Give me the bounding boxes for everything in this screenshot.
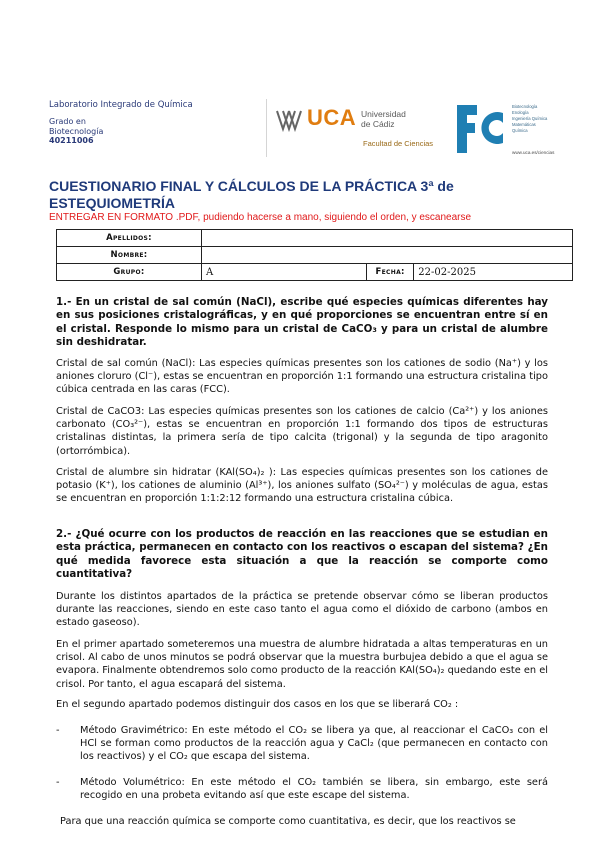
answer-2-para-3: En el segundo apartado podemos distinguir dos casos en los que se liberará CO₂ : xyxy=(56,699,459,710)
lab-name: Laboratorio Integrado de Química xyxy=(49,100,193,110)
uca-emblem-icon xyxy=(275,107,305,133)
question-2: 2.- ¿Qué ocurre con los productos de reacción en las reacciones que se estudian en esta práctica, permanecen en contacto con los reactivos o escapan del sistema? ¿En qué medida favorece esta situación a que la reacción se comporte como cuantitativa? xyxy=(56,528,548,581)
university-name xyxy=(361,109,406,129)
answer-2-para-2: En el primer apartado someteremos una muestra de alumbre hidratada a altas temperaturas en un crisol. Al cabo de unos minutos se podrá observar que la muestra burbujea debido a que el agua se evapora. Finalmente obtendremos solo como producto de la reacción KAl(SO₄)₂ quedando este en el crisol. Por tanto, el agua escapará del sistema. xyxy=(56,639,548,690)
fc-degree-list xyxy=(512,104,547,134)
table-row xyxy=(57,264,573,281)
degree-line: Grado en xyxy=(49,117,86,126)
uni-line: Universidad xyxy=(361,109,406,119)
uca-logo xyxy=(266,99,447,157)
answer-1-alumbre: Cristal de alumbre sin hidratar (KAl(SO₄)₂ ): Las especies químicas presentes son los cationes de potasio (K⁺), los cationes de aluminio (Al³⁺), los aniones sulfato (SO₄²⁻) y moléculas de agua, estas se encuentran en proporción 1:1:2:12 formando una estructura cristalina cúbica. xyxy=(56,467,548,505)
degree-block xyxy=(49,117,103,146)
question-1: 1.- En un cristal de sal común (NaCl), escribe qué especies químicas diferentes hay en sus posiciones cristalográficas, y en qué proporciones se encuentran entre sí en el cristal. Responde lo mismo para un cristal de CaCO₃ y para un cristal de alumbre sin deshidratar. xyxy=(56,296,548,349)
uca-abbrev: UCA xyxy=(307,105,357,130)
fc-url: www.uca.es/ciencias xyxy=(512,150,555,155)
answer-1-nacl: Cristal de sal común (NaCl): Las especies químicas presentes son los cationes de sodio (Na⁺) y los aniones cloruro (Cl⁻), estas se encuentran en proporción 1:1 formando una estructura cristalina tipo cúbica centrada en las caras (FCC). xyxy=(56,358,549,396)
fc-degree: Química xyxy=(512,128,528,133)
document-subtitle: ENTREGAR EN FORMATO .PDF, pudiendo hacerse a mano, siguiendo el orden, y escanearse xyxy=(49,212,472,223)
faculty-name: Facultad de Ciencias xyxy=(363,139,434,148)
fc-degree: Biotecnología xyxy=(512,104,538,109)
fecha-label: Fecha: xyxy=(367,264,414,281)
bullet-dash: - xyxy=(56,725,60,736)
student-info-table xyxy=(56,229,573,281)
fc-emblem-icon xyxy=(455,103,507,155)
degree-name: Biotecnología xyxy=(49,126,104,136)
table-row xyxy=(57,247,573,264)
answer-2-para-4: Para que una reacción química se comporte como cuantitativa, es decir, que los reactivos se xyxy=(60,816,516,827)
fc-degree: Matemáticas xyxy=(512,122,536,127)
table-row xyxy=(57,230,573,247)
bullet-dash: - xyxy=(56,777,60,788)
document-title: CUESTIONARIO FINAL Y CÁLCULOS DE LA PRÁCTICA 3ª de ESTEQUIOMETRÍA xyxy=(49,178,454,211)
fecha-field[interactable]: 22-02-2025 xyxy=(414,264,573,281)
list-item xyxy=(56,724,548,764)
fc-degree: Ingeniería Química xyxy=(512,116,548,121)
list-item xyxy=(56,776,548,802)
course-code: 40211006 xyxy=(49,136,94,145)
nombre-label: Nombre: xyxy=(57,247,202,264)
grupo-field[interactable]: A xyxy=(202,264,367,281)
fc-degree: Enología xyxy=(512,110,529,115)
apellidos-label: Apellidos: xyxy=(57,230,202,247)
uni-line: de Cádiz xyxy=(361,119,395,129)
grupo-label: Grupo: xyxy=(57,264,202,281)
answer-2-para-1: Durante los distintos apartados de la práctica se pretende observar cómo se liberan productos durante las reacciones, siendo en este caso tanto el agua como el dióxido de carbono (ambos en estado gaseoso). xyxy=(56,591,548,629)
answer-1-caco3: Cristal de CaCO3: Las especies químicas presentes son los cationes de calcio (Ca²⁺) y los aniones carbonato (CO₃²⁻), estas se encuentran en proporción 1:1 formando dos tipos de estructuras cristalinas distintas, la primera sería de tipo calcita (trigonal) y la segunda de tipo aragonito (ortorrómbica). xyxy=(56,406,548,457)
faculty-logo xyxy=(455,100,555,158)
bullet-gravimetric: Método Gravimétrico: En este método el CO₂ se libera ya que, al reaccionar el CaCO₃ con el HCl se forman como productos de la reacción agua y CaCl₂ (que permanecen en contacto con los reactivos) y el CO₂ que escapa del sistema. xyxy=(80,725,548,763)
bullet-volumetric: Método Volumétrico: En este método el CO₂ también se libera, sin embargo, este será recogido en una probeta evitando así que este escape del sistema. xyxy=(80,777,548,802)
apellidos-field[interactable] xyxy=(202,230,573,247)
nombre-field[interactable] xyxy=(202,247,573,264)
